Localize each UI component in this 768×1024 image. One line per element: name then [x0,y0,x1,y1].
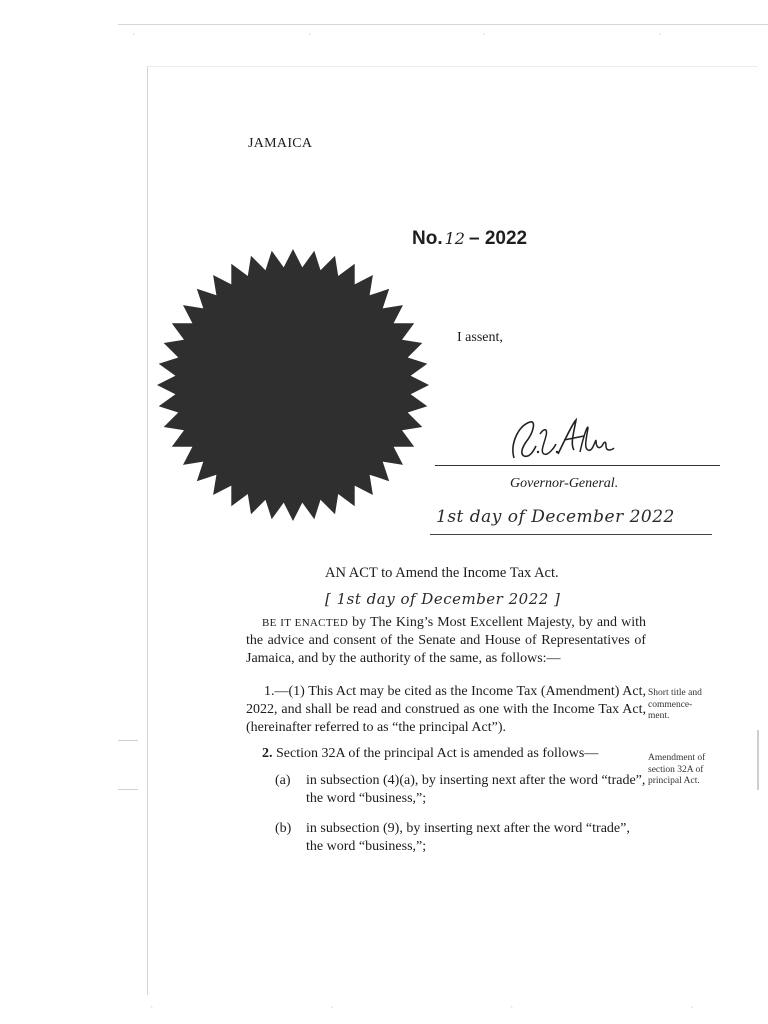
section-2-margin-note: Amendment of section 32A of principal Act. [648,753,706,786]
country-heading: JAMAICA [248,136,313,151]
assent-date-handwritten: 1st day of December 2022 [436,507,675,527]
governor-general-signature [500,414,620,466]
assent-text: I assent, [457,330,503,345]
commencement-date-handwritten: [ 1st day of December 2022 ] [325,590,561,608]
section-1: 1.—(1) This Act may be cited as the Income Tax (Amendment) Act, 2022, and shall be read and construed as one with the Income Tax Act, (hereinafter referred to as “the principal Act”). [246,684,646,735]
scan-speck: ˋ [510,1006,514,1017]
paragraph-a-text: in subsection (4)(a), by inserting next after the word “trade”, the word “business,”; [306,773,646,806]
scan-mark-left [118,740,138,790]
scan-speck: ˋ [690,1006,694,1017]
paragraph-a-label: (a) [275,773,291,788]
date-underline [430,534,712,535]
paragraph-b-text: in subsection (9), by inserting next after the word “trade”, the word “business,”; [306,821,630,854]
signatory-title: Governor-General. [510,476,619,491]
scan-speck: ˋ [330,1006,334,1017]
section-2-number: 2. [262,746,273,761]
paragraph-a [275,772,655,812]
paragraph-b [275,820,655,860]
scan-edge-right [757,730,759,790]
act-number-handwritten: 12 [444,229,465,248]
seal-icon [156,244,430,526]
enacting-rest: by The King’s Most Excellent Majesty, by and with the advice and consent of the Senate and House of Representatives of Jamaica, and by the authority of the same, as follows:— [246,615,647,666]
long-title: AN ACT to Amend the Income Tax Act. [325,565,559,581]
scan-speck: ˋ [150,1006,154,1017]
enacting-lead: BE IT ENACTED [262,617,349,629]
section-2-text: Section 32A of the principal Act is amended as follows— [272,746,599,761]
scan-edge-top: ˊ ˊ ˊ ˊ [118,24,768,43]
enacting-clause [246,614,646,668]
act-number-prefix: No. [412,228,443,249]
act-number-year: – 2022 [468,228,528,249]
section-1-margin-note: Short title and commence-ment. [648,688,702,721]
signature-line [435,465,720,466]
section-2-lead [262,746,598,762]
paragraph-b-label: (b) [275,821,292,836]
